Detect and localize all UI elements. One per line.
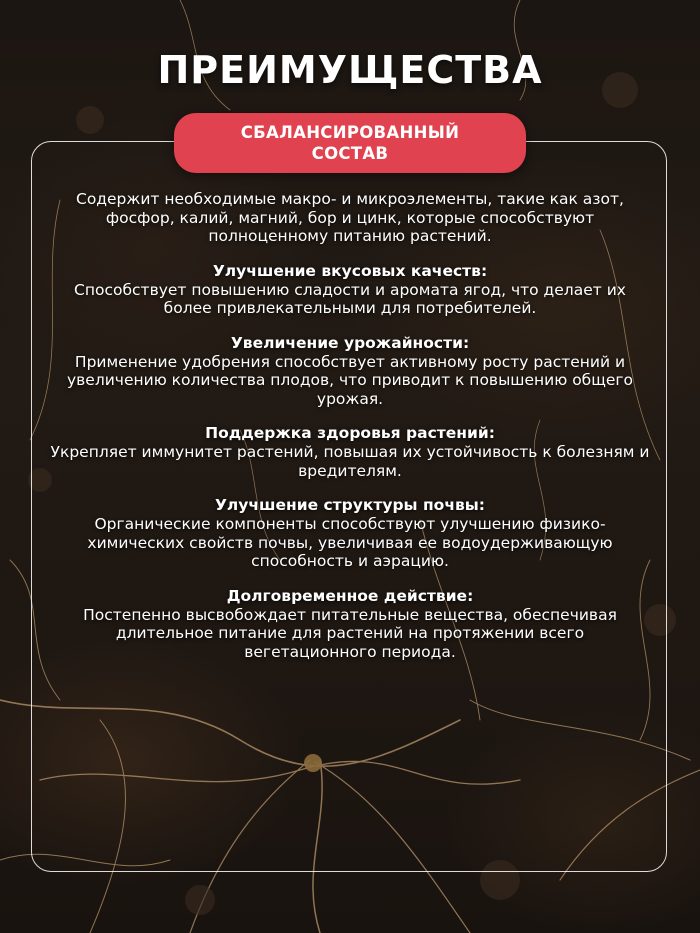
benefit-heading: Долговременное действие: xyxy=(226,586,474,605)
composition-badge-label: СБАЛАНСИРОВАННЫЙ СОСТАВ xyxy=(240,123,460,163)
benefit-text: Применение удобрения способствует активному росту растений и увеличению количества плодов, что приводит к повышению общего урожая. xyxy=(66,352,634,408)
intro-text: Содержит необходимые макро- и микроэлементы, такие как азот, фосфор, калий, магний, бор и цинк, которые способствуют полноценному питанию растений. xyxy=(76,190,624,245)
benefit-section xyxy=(50,424,650,480)
benefit-text: Органические компоненты способствуют улучшению физико-химических свойств почвы, увеличивая ее водоудерживающую способность и аэрацию. xyxy=(87,515,613,570)
benefit-heading: Улучшение вкусовых качеств: xyxy=(212,261,488,280)
benefit-section xyxy=(50,587,650,662)
benefit-text: Способствует повышению сладости и аромата ягод, что делает их более привлекательными для потребителей. xyxy=(74,280,626,317)
composition-badge xyxy=(174,113,526,173)
benefit-section xyxy=(50,496,650,571)
page-title: ПРЕИМУЩЕСТВА xyxy=(157,48,543,92)
benefit-heading: Улучшение структуры почвы: xyxy=(214,496,485,514)
benefit-text: Укрепляет иммунитет растений, повышая их устойчивость к болезням и вредителям. xyxy=(50,443,650,480)
benefit-section xyxy=(50,262,650,318)
benefit-heading: Увеличение урожайности: xyxy=(230,333,470,352)
benefit-text: Постепенно высвобождает питательные вещества, обеспечивая длительное питание для растений на протяжении всего вегетационного периода. xyxy=(83,605,617,661)
benefit-section xyxy=(50,334,650,409)
benefits-content xyxy=(50,190,650,677)
benefit-heading: Поддержка здоровья растений: xyxy=(205,424,495,442)
